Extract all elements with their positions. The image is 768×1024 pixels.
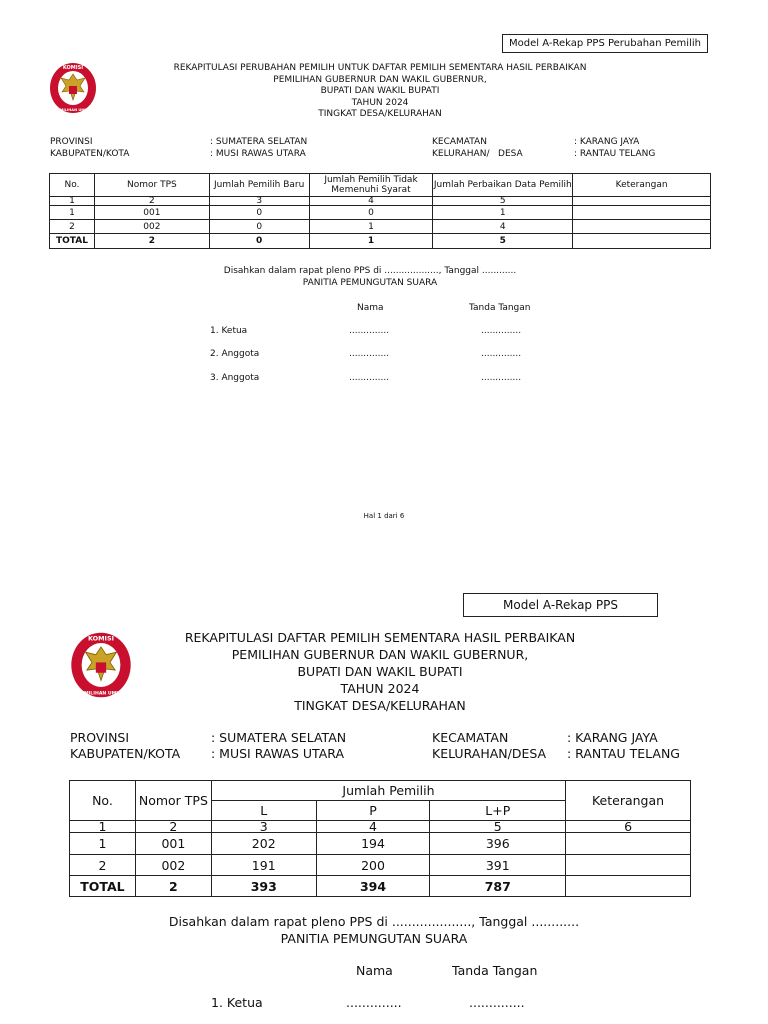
model-label-box-2: [463, 593, 658, 617]
numbering-row: [50, 197, 711, 206]
table-row: [70, 833, 691, 855]
cell: [566, 833, 691, 855]
cell: 4: [433, 220, 573, 234]
cell: 0: [209, 220, 309, 234]
provinsi-label: PROVINSI: [50, 137, 93, 147]
cell: 1: [50, 206, 95, 220]
number-cell: 2: [94, 197, 209, 206]
title-line: REKAPITULASI PERUBAHAN PEMILIH UNTUK DAFTAR PEMILIH SEMENTARA HASIL PERBAIKAN: [173, 63, 587, 73]
page-number: Hal 1 dari 6: [363, 512, 405, 520]
numbering-row: [70, 821, 691, 833]
number-cell: 6: [566, 821, 691, 833]
page2-title: [130, 629, 630, 714]
kecamatan-label: KECAMATAN: [432, 730, 509, 745]
signer-name: ..............: [349, 326, 390, 336]
header-cell: No.: [50, 174, 95, 197]
page1-table: [49, 173, 711, 249]
approval-line: Disahkan dalam rapat pleno PPS di ..................., Tanggal ............: [223, 266, 517, 276]
provinsi-value: : SUMATERA SELATAN: [210, 137, 308, 147]
cell: 191: [211, 855, 316, 876]
cell: 1: [433, 206, 573, 220]
total-cell: 394: [316, 876, 430, 897]
total-cell: 5: [433, 234, 573, 249]
logo-text-top: KOMISI: [87, 634, 115, 643]
kabupaten-value: : MUSI RAWAS UTARA: [211, 746, 344, 761]
kpu-logo: [49, 62, 97, 114]
total-cell: 787: [430, 876, 566, 897]
title-line: TINGKAT DESA/KELURAHAN: [294, 698, 466, 713]
signer-name: ..............: [346, 995, 402, 1010]
table-row: [70, 855, 691, 876]
header-cell: L: [211, 801, 316, 821]
header-cell: Nomor TPS: [94, 174, 209, 197]
total-row: [50, 234, 711, 249]
kelurahan-value: : RANTAU TELANG: [567, 746, 680, 761]
signer-sign: ..............: [481, 373, 522, 383]
header-cell: L+P: [430, 801, 566, 821]
cell: 396: [430, 833, 566, 855]
page2-table: [69, 780, 691, 897]
header-cell: Jumlah Pemilih: [211, 781, 565, 801]
number-cell: 1: [70, 821, 136, 833]
number-cell: 1: [50, 197, 95, 206]
total-cell: [566, 876, 691, 897]
cell: 001: [94, 206, 209, 220]
cell: 200: [316, 855, 430, 876]
header-cell: Keterangan: [573, 174, 711, 197]
total-row: [70, 876, 691, 897]
signer-role: 3. Anggota: [210, 373, 260, 383]
cell: 0: [209, 206, 309, 220]
number-cell: 5: [433, 197, 573, 206]
page1-title: [100, 63, 660, 121]
header-cell: P: [316, 801, 430, 821]
cell: [573, 206, 711, 220]
header-cell: Keterangan: [566, 781, 691, 821]
cell: 1: [70, 833, 136, 855]
title-line: REKAPITULASI DAFTAR PEMILIH SEMENTARA HASIL PERBAIKAN: [184, 630, 576, 645]
header-cell: Nomor TPS: [135, 781, 211, 821]
cell: 002: [135, 855, 211, 876]
kecamatan-label: KECAMATAN: [432, 137, 487, 147]
kelurahan-label: KELURAHAN/ DESA: [432, 149, 523, 159]
table-row: [50, 220, 711, 234]
title-line: TAHUN 2024: [340, 681, 420, 696]
approval-block: [170, 265, 570, 289]
total-cell: 2: [135, 876, 211, 897]
kpu-logo: [70, 628, 132, 702]
cell: [573, 220, 711, 234]
cell: 2: [70, 855, 136, 876]
cell: 1: [309, 220, 433, 234]
signer-role: 2. Anggota: [210, 349, 260, 359]
total-cell: 393: [211, 876, 316, 897]
cell: 2: [50, 220, 95, 234]
header-cell: Jumlah Pemilih Baru: [209, 174, 309, 197]
header-cell: Jumlah Perbaikan Data Pemilih: [433, 174, 573, 197]
number-cell: 2: [135, 821, 211, 833]
model-label-box: [502, 34, 708, 53]
kabupaten-label: KABUPATEN/KOTA: [50, 149, 130, 159]
kabupaten-label: KABUPATEN/KOTA: [70, 746, 181, 761]
signer-sign: ..............: [469, 995, 525, 1010]
number-cell: [573, 197, 711, 206]
cell: 0: [309, 206, 433, 220]
provinsi-value: : SUMATERA SELATAN: [211, 730, 347, 745]
kecamatan-value: : KARANG JAYA: [567, 730, 658, 745]
title-line: BUPATI DAN WAKIL BUPATI: [320, 86, 440, 96]
model-label: Model A-Rekap PPS Perubahan Pemilih: [509, 38, 701, 49]
kelurahan-label: KELURAHAN/DESA: [432, 746, 547, 761]
number-cell: 4: [316, 821, 430, 833]
signer-sign: ..............: [481, 349, 522, 359]
cell: 002: [94, 220, 209, 234]
model-label: Model A-Rekap PPS: [503, 598, 618, 612]
approval-line: Disahkan dalam rapat pleno PPS di ...................., Tanggal ............: [168, 914, 580, 929]
col-nama: Nama: [357, 303, 384, 313]
signer-name: ..............: [349, 349, 390, 359]
number-cell: 3: [209, 197, 309, 206]
header-cell: Jumlah Pemilih Tidak Memenuhi Syarat: [309, 174, 433, 197]
approval-block: [124, 913, 624, 947]
signer-role: 1. Ketua: [210, 326, 248, 336]
col-tanda-tangan: Tanda Tangan: [469, 303, 531, 313]
cell: 202: [211, 833, 316, 855]
col-nama: Nama: [356, 963, 393, 978]
table-header-row: [50, 174, 711, 197]
kabupaten-value: : MUSI RAWAS UTARA: [210, 149, 306, 159]
signer-name: ..............: [349, 373, 390, 383]
number-cell: 4: [309, 197, 433, 206]
title-line: PEMILIHAN GUBERNUR DAN WAKIL GUBERNUR,: [273, 74, 487, 85]
header-cell: No.: [70, 781, 136, 821]
cell: [566, 855, 691, 876]
cell: 194: [316, 833, 430, 855]
provinsi-label: PROVINSI: [70, 730, 130, 745]
committee-name: PANITIA PEMUNGUTAN SUARA: [302, 278, 438, 288]
logo-text-bottom: PEMILIHAN UMUM: [54, 108, 92, 112]
total-cell: 2: [94, 234, 209, 249]
total-cell: [573, 234, 711, 249]
signer-role: 1. Ketua: [211, 995, 263, 1010]
committee-name: PANITIA PEMUNGUTAN SUARA: [280, 931, 468, 946]
logo-text-bottom: PEMILIHAN UMUM: [77, 691, 125, 697]
total-cell: 1: [309, 234, 433, 249]
cell: 001: [135, 833, 211, 855]
number-cell: 5: [430, 821, 566, 833]
total-cell: 0: [209, 234, 309, 249]
title-line: TAHUN 2024: [351, 97, 409, 108]
signer-sign: ..............: [481, 326, 522, 336]
number-cell: 3: [211, 821, 316, 833]
col-tanda-tangan: Tanda Tangan: [452, 963, 538, 978]
title-line: TINGKAT DESA/KELURAHAN: [318, 109, 442, 119]
kelurahan-value: : RANTAU TELANG: [574, 149, 656, 159]
cell: 391: [430, 855, 566, 876]
table-header-row: [70, 781, 691, 801]
table-row: [50, 206, 711, 220]
kecamatan-value: : KARANG JAYA: [574, 137, 640, 147]
logo-text-top: KOMISI: [62, 65, 84, 71]
total-cell: TOTAL: [70, 876, 136, 897]
title-line: PEMILIHAN GUBERNUR DAN WAKIL GUBERNUR,: [231, 647, 529, 662]
title-line: BUPATI DAN WAKIL BUPATI: [297, 664, 463, 679]
total-cell: TOTAL: [50, 234, 95, 249]
